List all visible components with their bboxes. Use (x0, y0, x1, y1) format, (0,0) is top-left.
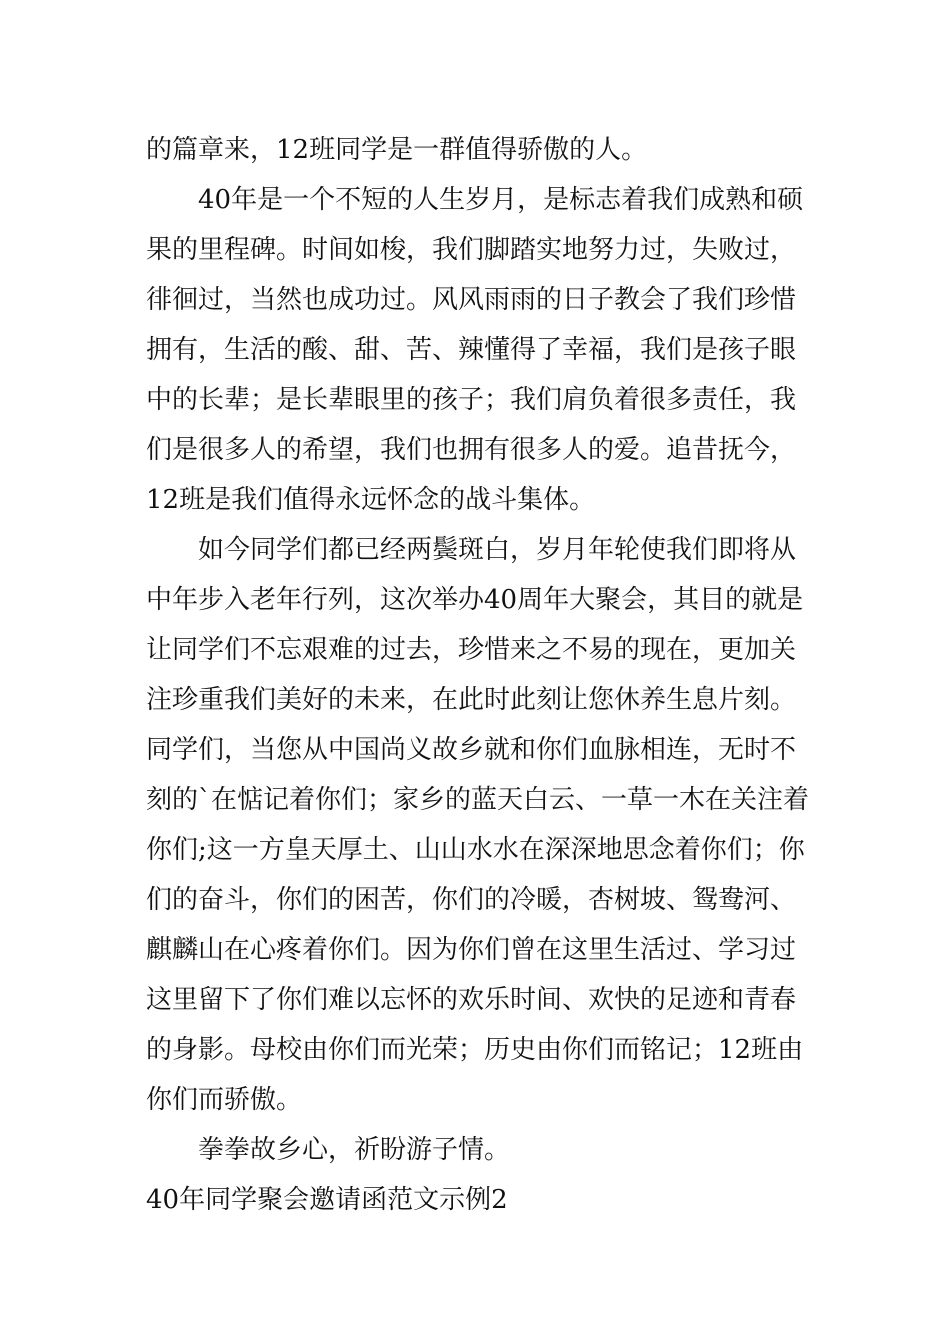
text-line: 拥有，生活的酸、甜、苦、辣懂得了幸福，我们是孩子眼 (146, 335, 797, 365)
section-heading: 40年同学聚会邀请函范文示例2 (146, 1185, 508, 1215)
text-line: 的篇章来，12班同学是一群值得骄傲的人。 (146, 135, 648, 165)
text-line: 中的长辈；是长辈眼里的孩子；我们肩负着很多责任，我 (146, 385, 797, 415)
text-line: 徘徊过，当然也成功过。风风雨雨的日子教会了我们珍惜 (146, 285, 797, 315)
text-line: 的身影。母校由你们而光荣；历史由你们而铭记；12班由 (146, 1035, 804, 1065)
text-line: 40年是一个不短的人生岁月，是标志着我们成熟和硕 (198, 185, 804, 215)
text-line: 12班是我们值得永远怀念的战斗集体。 (146, 485, 596, 515)
text-line: 们的奋斗，你们的困苦，你们的冷暖，杏树坡、鸳鸯河、 (146, 885, 797, 915)
text-line: 果的里程碑。时间如梭，我们脚踏实地努力过，失败过， (146, 235, 797, 265)
text-line: 注珍重我们美好的未来，在此时此刻让您休养生息片刻。 (146, 685, 797, 715)
text-line: 刻的`在惦记着你们；家乡的蓝天白云、一草一木在关注着 (146, 785, 810, 815)
text-line: 你们;这一方皇天厚土、山山水水在深深地思念着你们；你 (146, 835, 805, 865)
text-line: 麒麟山在心疼着你们。因为你们曾在这里生活过、学习过 (146, 935, 797, 965)
text-line: 如今同学们都已经两鬓斑白，岁月年轮使我们即将从 (198, 535, 797, 565)
text-line: 这里留下了你们难以忘怀的欢乐时间、欢快的足迹和青春 (146, 985, 797, 1015)
text-line: 让同学们不忘艰难的过去，珍惜来之不易的现在，更加关 (146, 635, 797, 665)
text-line: 们是很多人的希望，我们也拥有很多人的爱。追昔抚今， (146, 435, 797, 465)
text-line: 中年步入老年行列，这次举办40周年大聚会，其目的就是 (146, 585, 804, 615)
text-line: 你们而骄傲。 (146, 1085, 303, 1115)
text-line: 拳拳故乡心，祈盼游子情。 (198, 1135, 511, 1165)
text-line: 同学们，当您从中国尚义故乡就和你们血脉相连，无时不 (146, 735, 797, 765)
